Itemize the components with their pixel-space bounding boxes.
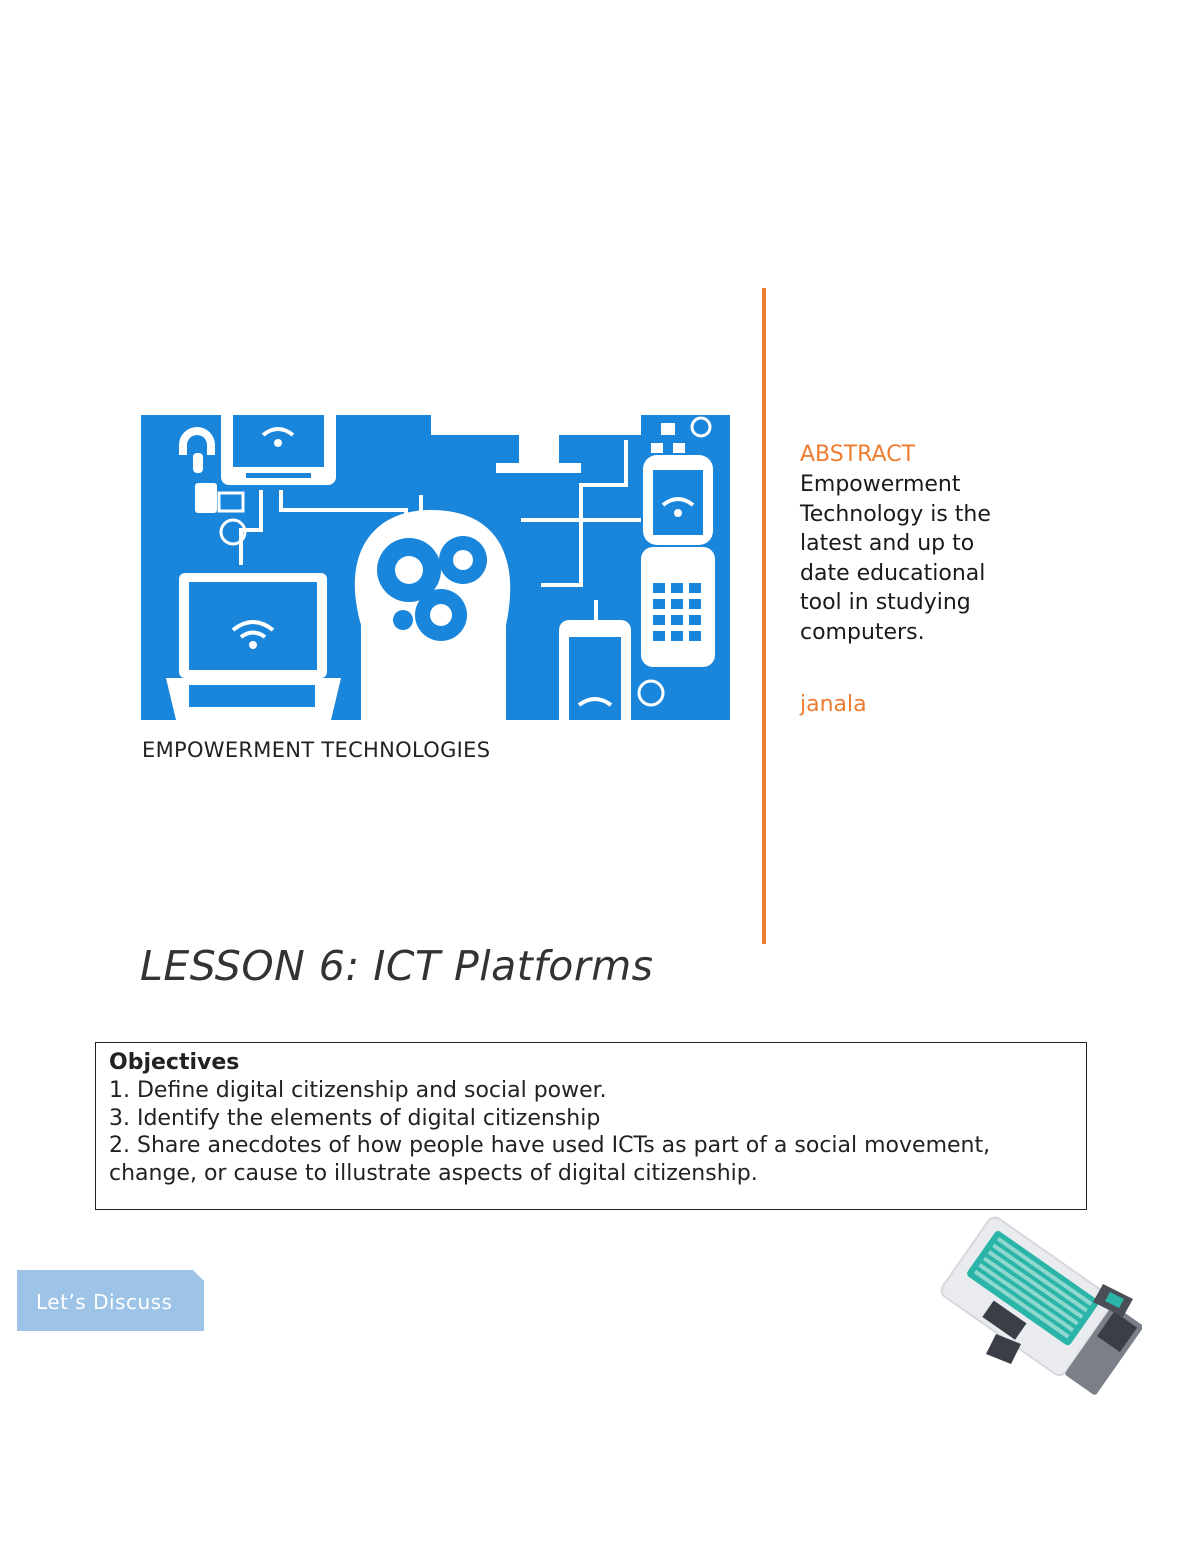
lets-discuss-label: Let’s Discuss <box>36 1290 173 1314</box>
objectives-box <box>95 1042 1087 1210</box>
author-name: janala <box>800 692 867 717</box>
cover-image <box>141 415 730 720</box>
technology-network-illustration <box>141 415 730 720</box>
lesson-title: LESSON 6: ICT Platforms <box>140 942 654 990</box>
objective-item: 1. Define digital citizenship and social power. <box>109 1078 607 1103</box>
objectives-title: Objectives <box>109 1050 240 1075</box>
tablet-icon <box>221 415 336 485</box>
objective-item: 2. Share anecdotes of how people have used ICTs as part of a social movement, change, or cause to illustrate aspects of digital citizenship. <box>109 1133 991 1186</box>
laptop-icon <box>166 573 341 720</box>
monitor-icon <box>431 415 641 473</box>
cover-subtitle: EMPOWERMENT TECHNOLOGIES <box>142 738 491 762</box>
vertical-divider <box>762 288 766 944</box>
laptop-illustration <box>938 1212 1142 1402</box>
abstract-heading: ABSTRACT <box>800 442 916 467</box>
objective-item: 3. Identify the elements of digital citizenship <box>109 1105 601 1131</box>
abstract-body: Empowerment Technology is the latest and up to date educational tool in studying computers. <box>800 472 991 645</box>
phone-icon <box>641 455 715 667</box>
head-gears-icon <box>355 510 510 720</box>
smartphone-icon <box>559 620 631 720</box>
